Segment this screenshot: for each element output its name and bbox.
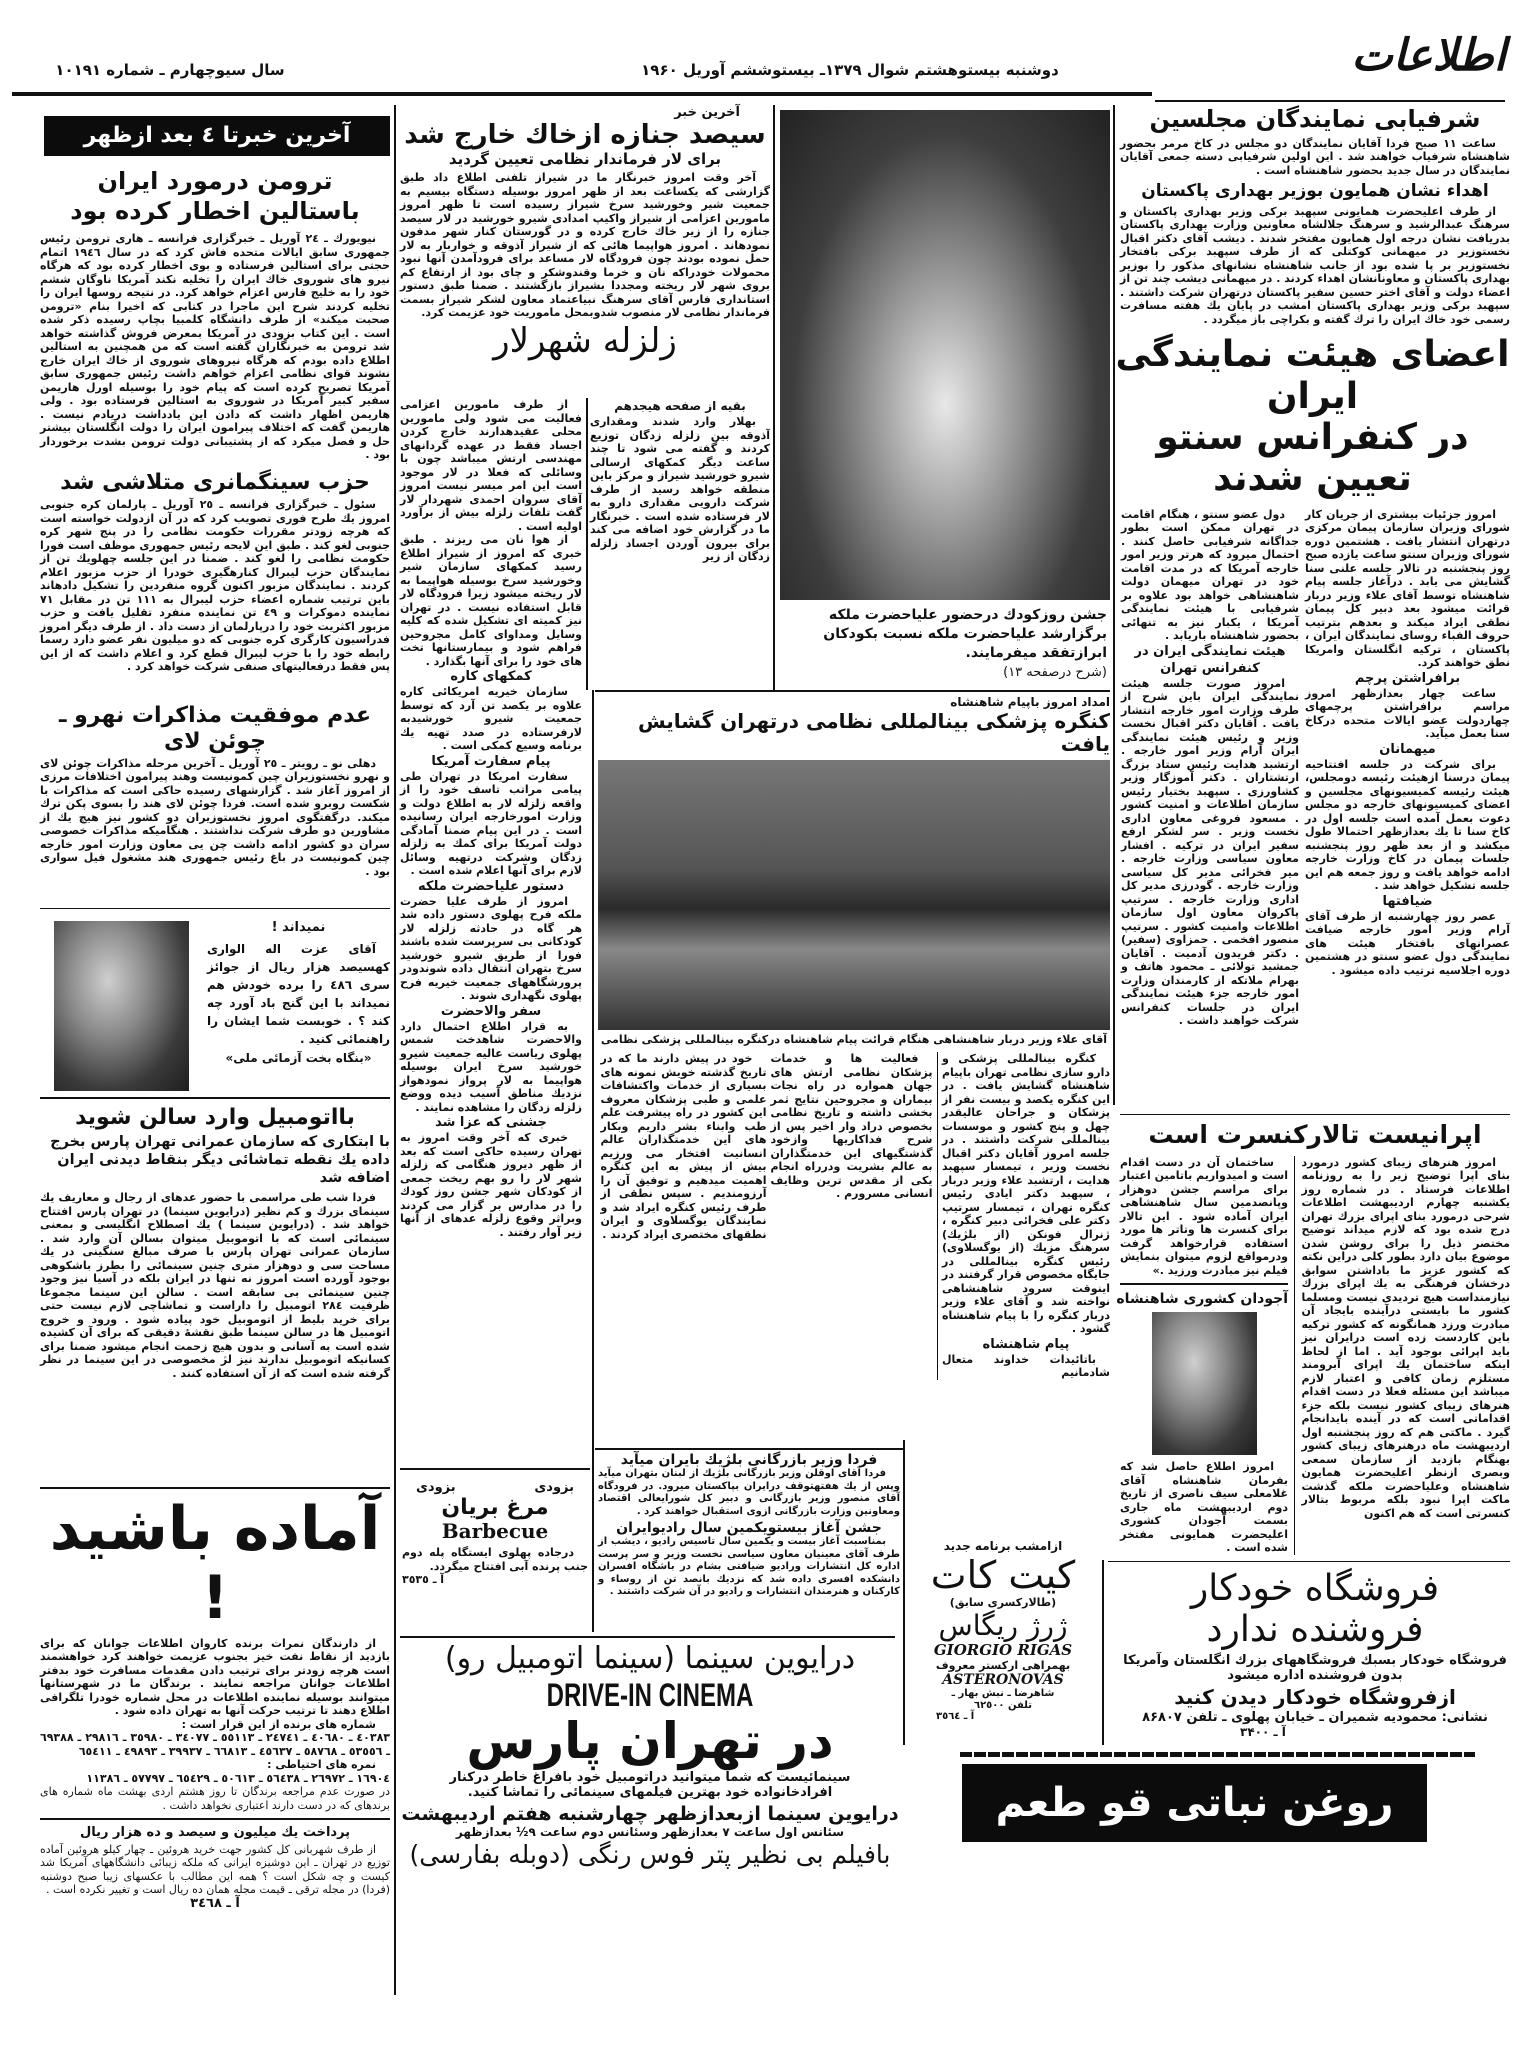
lottery-winner-photo (54, 921, 189, 1091)
cento-headline-2: در کنفرانس سنتو تعیین شدند (1156, 416, 1469, 500)
soon-label-right: بزودی (534, 1480, 574, 1495)
opera-body-a: امروز هنرهای زیبای کشور درمورد بنای اپرا توضیح زیر را به روزنامه اطلاعات فرستاد . در شماره روز یکشنبه چهارم اردیبهشت اطلاعات شرحی درمورد بنای اپرای بزرك تهران درج شده بود که لازم میداند توضیح مختصر ذیل را برای روشن شدن موضوع بیان دارد بطور کلی دراین نکته که کشور عزیز ما باداشتن سوابق درخشان فرهنگی به یك اپرای بزرك نیازمنداست هیچ تردیدی نیست ومسلما کشور ما بایستی درآینده بایجاد آن مبادرت ورزد همانگونه که کشور ترکیه باین کاردست زده است درایران نیز باید اپرائی بوجود آید . اما از لحاظ اینکه ساختمان یك اپرای آبرومند مستلزم زمان کافی و اعتبار لازم میباشد این مسئله فعلا در دست اقدام هنرهای زیبای کشور نیست بلکه جزء اقداماتی است که در آینده بایدانجام گیرد . ماکتی هم که روز پنجشنبه اول اردیبهشت ماه درهنرهای زیبای کشور بهنگام بازدید از سازمان سمعی وبصری ازنظر اعلیحضرت همایون شاهنشاه وعلیاحضرت ملکه گذشت ماکت اپرا نبود بلکه مربوط بتالار کنسرتی است که هم اکنون (1301, 1155, 1510, 1520)
opera-headline: اپرانیست تالارکنسرت است (1148, 1120, 1482, 1150)
right-column (1115, 105, 1510, 1739)
cento-text: برای شرکت در جلسه افتتاحیه پیمان درسنا ازهیئت رئیسه دومجلس، هیئت رئیسه کمیسیونهای مجلسین و اعضای کمیسیونهای خارجه دو مجلس دعوت بعمل آمده است جلسه اول در کاخ سنا تا یك بعدازظهر احتمالا طول میکشد و از بعد ظهر روز پنجشنبه جلسات پیمان در کاخ وزارت خارجه ادامه خواهد یافت و روز جمعه هم این جلسه تشکیل خواهد شد . (1305, 757, 1510, 893)
taraghi-headline: پرداخت یك میلیون و سیصد و ده هزار ریال (79, 1824, 351, 1840)
drivein-ad-film: بافیلم بی نظیر پتر فوس رنگی (دوبله بفارسی) (409, 1840, 891, 1870)
section-rule (1108, 1561, 1510, 1563)
drivein-ad-place: در تهران پارس (466, 1712, 834, 1771)
winners-numbers: ٤٠٣٨٣ ـ ٤٠٦٨٠ ـ ٢٤٧٤١ ـ ٥٥١١٣ ـ ٣٤٠٧٧ ـ ٣٥٩٨٠ ـ ٢٩٨١٦ ـ ٦٩٣٨٨ ـ ٥٣٥٥٦ ـ ٥٨٧٦٨ ـ ٤٥٦٣٧ ـ ٦٦٨١٣ ـ ٣٩٩٣٧ ـ ٤٩٨٩٣ ـ ٦٥٤١١ (40, 1731, 390, 1758)
barbecue-body: درجاده پهلوی ایستگاه پله دوم جنب پرنده آبی افتتاح میگردد. (402, 1546, 588, 1573)
drivein-news-subhead: با ابتکاری که سازمان عمرانی تهران پارس بخرج داده یك نقطه تماشائی دیگر بنقاط دیدنی ایران اضافه شد (50, 1134, 390, 1187)
drivein-ad-times: سئانس اول ساعت ۷ بعدازظهر وسئانس دوم ساعت ۹½ بعدازظهر (455, 1824, 845, 1839)
quake-col-left (400, 398, 582, 1239)
store-ad-line2: فروشنده ندارد (1206, 1609, 1424, 1651)
adjutant-headline: آجودان کشوری شاهنشاه (1116, 1290, 1288, 1307)
cento-headline-1: اعضای هیئت نمایندگی ایران (1115, 334, 1510, 417)
cento-text: امروز صورت جلسه هیئت نمایندگی ایران باین شرح از طرف وزارت امور خارجه انتشار یافت . آقایان دکتر اقبال نخست وزیر و رئیس هیئت نمایندگی ایران آرام وزیر امور خارجه . ارتشبد هدایت رئیس ستاد بزرگ ارتشتاران . دکتر آموزگار وزیر کشاورزی . سپهبد بختیار رئیس سازمان اطلاعات و امنیت کشور . مسعود فروغی معاون اداری نخست وزیر . سر لشکر ارفع سفیر ایران در ترکیه . افشار معاون سیاسی وزارت خارجه . میر فخرائی مدیر کل سیاسی وزارت خارجه . گودرزی مدیر کل اداری وزارت خارجه . سرتیپ پاکروان معاون اول سازمان اطلاعات وامنیت کشور . سرتیپ منصور افخمی . حمزاوی (سفیر) . دکتر فریدون آدمیت . آقایان جمشید تولائی ـ محمود هاتف و بهرام ملاتکه از کارمندان وزارت امور خارجه جزء هیئت نمایندگی ایران در جلسات کنفرانس شرکت خواهند داشت . (1121, 676, 1299, 1028)
drivein-ad-title-en: DRIVE-IN CINEMA (546, 1676, 754, 1713)
radio-body: بمناسبت آغاز بیست و یکمین سال تاسیس رادیو ، دیشب از طرف آقای معینیان معاون سیاسی نخست وزیر و سر پرست اداره کل انتشارات ورادیو ضیافتی بشام در باشگاه افسران دانشکده افسری داده شد که نزدیك بانصد تن از روساء و کارکنان و هنرمندان انتشارات و رادیو در آن شرکت داشتند . (598, 1536, 900, 1598)
kitkat-artist-en: GIORGIO RIGAS (933, 1641, 1073, 1660)
kitkat-phone: تلفن ٦٢٥٠٠ (973, 1699, 1033, 1711)
store-ad-line1: فروشگاه خودکار (1190, 1568, 1440, 1610)
lar-headline: سیصد جنازه ازخاك خارج شد (404, 119, 766, 150)
lar-article (400, 106, 770, 361)
drivein-ad-title: درایوین سینما (سینما اتومبیل رو) (444, 1641, 856, 1676)
congress-text: باتائیدات خداوند متعال شادمانیم (942, 1352, 1110, 1379)
barbecue-ad (402, 1480, 588, 1586)
radio-headline: جشن آغاز بیستویکمین سال رادیوایران (616, 1520, 882, 1537)
column-divider (592, 690, 594, 1632)
nehru-body: دهلی نو ـ رویتر ـ ٢٥ آوریل ـ آخرین مرحله مذاکرات چوئن لای و نهرو نخستوزیران چین کمونیست وهند پیرامون اختلافات مرزی از امروز آغاز شد . گزارشهای رسیده حاکی است که مذاکرات با شکست روبرو شده است. فردا چوئن لای هند را بسوی پکن ترك میکند. درگفتگوی امروز نخستوزیران دو کشور نیز هیچ یك از مشاورین دو طرف شرکت نداشتند . هنگامیکه مذاکرات خصوصی سران دو کشور ادامه داشت چن یی معاون وزارت امور خارجه چین کمونیست در باغ رئیس جمهوری هند مشغول فیل سواری بود . (40, 756, 390, 878)
drivein-ad (400, 1642, 900, 1870)
congress-text: کنگره بینالمللی پزشکی و دارو سازی نظامی تهران باپیام شاهنشاه گشایش یافت . در این کنگره یکصد و بیست نفر از پزشکان و جراحان عالیقدر چهل و پنج کشور و موسسات بینالمللی شرکت داشتند . در جلسه امروز آقایان دکتر اقبال نخست وزیر ، تیمسار سپهبد هدایت ، ارتشبد علاء وزیر دربار ، سپهبد دکتر ایادی رئیس کنگره تهران ، تیمسار سرتیپ دکتر علی فخرائی دبیر کنگره ، ژنرال فونکن (از بلژیك) سرهنگ مزیك (از یوگسلاوی) رئیس کنگره بینالمللی در جایگاه مخصوص قرار گرفتند در اینوقت سرود شاهنشاهی نواخته شد و آقای علاء وزیر دربار کنگره را با پیام شاهنشاه گشود . (942, 1052, 1110, 1335)
childrens-day-caption-block (785, 606, 1107, 682)
lottery-body: آقای عزت اله الواری کهسیصد هزار ریال از جوائز سری ٤٨٦ را برده خودش هم نمیداند با این گنج باد آورد چه کند ؟ . خوبست شما ایشان را راهنمائی کنید . (207, 942, 390, 1047)
section-rule (1120, 1283, 1288, 1285)
congress-photo-caption: آقای علاء وزیر دربار شاهنشاهی هنگام قرائت پیام شاهنشاه درکنگره بینالمللی پزشکی نظامی (600, 1033, 1108, 1046)
quake-text: به قرار اطلاع احتمال دارد والاحضرت شاهدخت شمس پهلوی ریاست عالیه جمعیت شیرو خورشید سرخ ایران بوسیله هواپیما به لار پرواز نمودهواز نزدیك مناطق آسیب دیده ووضع زلزله زدگان را مشاهده نمایند . (400, 1019, 582, 1114)
opera-left-stack (1116, 1155, 1288, 1555)
section-rule (400, 1468, 590, 1470)
drivein-news-headline: بااتومبیل وارد سالن شوید (75, 1104, 355, 1130)
pakistan-headline: اهداء نشان همایون بوزیر بهداری پاکستان (1141, 181, 1489, 202)
masthead-rule (1155, 100, 1505, 102)
soon-labels (402, 1480, 588, 1495)
kitkat-ad (906, 1540, 1100, 1723)
cento-text: دول عضو سنتو ، هنگام اقامت در تهران ممکن است بطور جداگانه شرفیابی حاصل کنند . احتمال میرود که هرتر وزیر امور خارجه آمریکا که در مدت اقامت خود در تهران میهمان دولت شاهنشاهی خواهد بود علاوه بر شرفیابی با هیئت نمایندگی آمریکا ، یکبار نیز به تنهائی بحضور شاهنشاه باریابد . (1121, 507, 1299, 643)
quake-text: بهلار وارد شدند ومقداری آذوقه بین زلزله زدگان توزیع کردند و گفته می شود تا چند ساعت دیگر کمکهای ارسالی شیرو خورشید شیراز و مرکز باین منطقه خواهد رسید از طرف شرکت دارویی مقداری دارو به لار فرستاده شده است . خبرنگار ما در گزارش خود اضافه می کند برای بیرون آوردن اجساد زلزله زدگان از زیر (590, 415, 770, 563)
subhead-embassy: پیام سفارت آمریکا (431, 753, 551, 769)
belgium-body: فردا آقای اوقلن وزیر بازرگانی بلژیك از لبنان بتهران میآید وپس از یك هفتهتوقف درایران بپاکستان میرود. در فرودگاه آقای منصور وزیر بازرگانی و دبیر کل شورایعالی اقتصاد ومعاونین وزارت بازرگانی ازوی استقبال خواهند کرد . (598, 1468, 900, 1517)
pakistan-body: از طرف اعلیحضرت همایونی سپهبد برکی وزیر بهداری پاکستان و سرهنگ عبدالرشید و سرهنگ جلالشاه معاونین وزارت بهداری پاکستان بدریافت نشان درجه اول همایون مفتخر شدند . دیشب آقای دکتر اقبال نخستوزیر در میهمانی کوکتلی که از طرف سپهبد برکی بافتخار نخستوزیر بر پا شده بود از جانب شاهنشاه نشانهای مذکور را بوزیر بهداری پاکستان و معاونانشان اهداء کردند . در میهمانی دیشب چند تن از اعضاء دولت و آقای اختر حسین سفیر پاکستان درتهران شرکت داشتند . سپهبد برکی وزیر بهداری پاکستان امشب در پایان یك هفته مسافرت رسمی خود خاك ایران را ترك گفته و بکراچی باز میگردد . (1120, 204, 1510, 326)
lar-kicker: آخرین خبر (674, 105, 740, 120)
majlis-headline: شرفیابی نمایندگان مجلسین (1149, 105, 1481, 133)
column-divider (937, 1052, 939, 1380)
lar-body: آخر وقت امروز خبرنگار ما در شیراز تلفنی اطلاع داد طبق گزارشی که یکساعت بعد از ظهر امروز بوسیله دستگاه بیسیم به جمعیت شیر وخورشید سرخ شیراز رسیده است تا ظهر امروز مامورین اعزامی از شیراز واکیپ امدادی شیرو خورشید در لار سیصد جنازه را از زیر خاك خارج کرده و در گورستان کنار شهر مدفون نمودهاند . امروز هواپیما هائی که از شیراز آذوقه و خواربار به لار حمل نموده بودند چون فرودگاه لار مساعد برای فرودآمدن آنها نبود محمولات خودراکه نان و خرما وقندوشکر و چای بود از ارتفاع کم بروی شهر لار ریخته ومجددا بشیراز بازگشتند . ضمنا طبق دستور استانداری فارس آقای سرهنگ نبیاعتماد معاون لشکر شیراز بسمت فرماندار نظامی لار منصوب شدوبمحل ماموریت خود عزیمت کرد. (400, 171, 770, 320)
column-divider (394, 105, 396, 1995)
dashed-rule (960, 1752, 1475, 1757)
congress-kicker: امداد امروز باپیام شاهنشاه (950, 695, 1110, 709)
kitkat-kicker: ازامشب برنامه جدید (943, 1539, 1063, 1553)
barbecue-code: آ ـ ٣٥٣٥ (402, 1573, 445, 1587)
masthead-date: دوشنبه بیستوهشتم شوال ۱۳۷۹ـ بیستوششم آوریل ۱۹۶۰ (641, 61, 1059, 79)
section-rule (400, 1636, 895, 1638)
drivein-ad-opening: درایوین سینما ازبعدازظهر چهارشنبه هفتم اردیبهشت (401, 1802, 899, 1825)
masthead-issue: سال سیوچهارم ـ شماره ۱۰۱۹۱ (55, 61, 285, 79)
kitkat-code: آ ـ ٣٥٦٤ (936, 1711, 975, 1723)
column-divider (773, 105, 775, 690)
korea-headline: حزب سینگمانری متلاشی شد (60, 470, 370, 495)
belgium-article (598, 1452, 900, 1599)
reserve-numbers: ١٦٩٠٤ ـ ٢٦٩٧٢ ـ ٥٦٤٣٨ ـ ٥٠٦١٣ ـ ٦٥٤٢٩ ـ ٥٧٧٩٧ ـ ١١٣٨٦ (86, 1771, 390, 1785)
nehru-headline: عدم موفقیت مذاکرات نهرو ـ چوئن لای (58, 703, 372, 754)
quake-col-right (590, 398, 770, 564)
latest-news-banner: آخرین خبرتا ٤ بعد ازظهر (44, 116, 390, 156)
quake-text: سفارت امریکا در تهران طی پیامی مراتب تاسف خود را از واقعه زلزله لار به اطلاع دولت و وزارت امورخارجه ایران رسانیده است . در این پیام ضمنا آمادگی دولت آمریکا برای کمك به زلزله زدگان وشرکت درتهیه وسائل لازم برای آنها اعلام شده است . (400, 769, 582, 877)
oil-ad-banner: روغن نباتی قو طعم کره دارد (962, 1764, 1427, 1842)
quake-text: امروز از طرف علیا حضرت ملکه فرح پهلوی دستور داده شد هر گاه در حادثه زلزله لار کودکانی بی سرپرست شده باشند فورا از طریق شیرو خورشید سرخ بتهران انتقال داده شوندودر پرورشگاههای جمعیت خیریه فرح پهلوی نگهداری شوند . (400, 894, 582, 1002)
lottery-signature: «بنگاه بخت آزمائی ملی» (225, 1051, 372, 1066)
kitkat-name: کیت کات (930, 1552, 1076, 1597)
childrens-day-ref: (شرح درصفحه ۱۳) (1003, 665, 1107, 680)
subhead-mourning: جشنی که عزا شد (435, 1115, 547, 1130)
congress-columns (598, 1052, 1110, 1380)
winners-label: شماره های برنده از این قرار است : (181, 1717, 376, 1731)
opera-columns (1116, 1155, 1510, 1555)
lottery-headline: نمیداند ! (271, 920, 326, 936)
drivein-ad-desc: سینمائیست که شما میتوانید دراتومبیل خود بافراغ خاطر درکنار افرادخانواده خود بهترین فیلمهای سینمائی را تماشا کنید. (449, 1769, 851, 1800)
cento-columns (1120, 508, 1510, 1108)
masthead-logo: اطلاعات (1351, 30, 1506, 81)
continued-label: بقیه از صفحه هیجدهم (614, 399, 746, 413)
store-ad-text: فروشگاه خودکار بسبك فروشگاههای بزرك انگلستان وآمریکا بدون فروشنده اداره میشود (1123, 1652, 1507, 1683)
store-ad-address: نشانی: محمودیه شمیران ـ خیابان پهلوی ـ تلفن ۸۶۸۰۷ (1142, 1709, 1488, 1725)
kitkat-with: بهمراهی ارکستر معروف (935, 1658, 1071, 1672)
store-ad-cta: ازفروشگاه خودکار دیدن کنید (1174, 1684, 1456, 1709)
congress-headline: کنگره پزشکی بینالمللی نظامی درتهران گشایش یافت (637, 709, 1110, 756)
section-rule (595, 1448, 905, 1450)
childrens-day-photo (780, 110, 1110, 600)
cento-text: عصر روز چهارشنبه از طرف آقای آرام وزیر امور خارجه ضیافت عصرانهای بافتخار هیئت های نمایندگی دول عضو سنتو در هشتمین دوره اجلاسیه ترتیب داده میشود . (1305, 909, 1510, 977)
majlis-body: ساعت ۱۱ صبح فردا آقایان نمایندگان دو مجلس در کاخ مرمر بحضور شاهنشاه شرفیاب خواهند شد . این اولین شرفیابی دسته جمعی آقایان نمایندگان در سال جدید بحضور شاهنشاه است . (1120, 136, 1510, 177)
quake-text: از هوا نان می ریزند . طبق خبری که امروز از شیراز اطلاع رسید کمکهای سازمان شیر وخورشید سرخ بوسیله هواپیما به لار ریخته میشود زیرا فرودگاه لار قابل استفاده نیست . در تهران نیز کمیته ای تشکیل شده که کلیه وسایل ومداوای کامل مجروحین فراهم شود و بیمارستانها تخت های خود را برای آنها بگذارد . (400, 533, 582, 668)
cento-col-b (1121, 508, 1299, 1028)
ready-headline: آماده باشید ! (49, 1493, 381, 1633)
masthead-rule (12, 92, 1152, 96)
congress-col-middle: فعالیت ها و خدمات پزشکان نظامی ارتش های جهان همواره در راه نجات بیماران و مجروحین نتایج ثمر بخشی داشته و تاریخ نظامی بخصوص دراد وار اخیر پس از شرح فداکاریها وازخود گذشتگیهای این خدمتگذاران به عالم بشریت ودرراه انجام یکی از مقدس ترین وظایف انسانی مسرورم . (770, 1052, 933, 1200)
lar-subhead: برای لار فرماندار نظامی تعیین گردید (448, 149, 722, 168)
kitkat-artist: ژرژ ریگاس (938, 1609, 1068, 1643)
section-rule (595, 690, 1110, 692)
belgium-headline: فردا وزیر بازرگانی بلژیك بایران میآید (620, 1452, 878, 1468)
taraghi-body: از طرف شهربانی کل کشور جهت خرید هروئین ـ چهار کیلو هروئین آماده توزیع در تهران ـ این دوشیزه ایرانی که ملکه زیبائی دانشگاههای آمریکا شد کیست و چه شکل است ؟ همه این مطالب با عکسهای زیبا صبح دوشنبه (فردا) در مجله ترقی ـ قیمت مجله همان ده ریال است و تغییر نکرده است . (40, 1842, 390, 1897)
adjutant-body: امروز اطلاع حاصل شد که بفرمان شاهنشاه آقای غلامعلی سیف ناصری از تاریخ دوم اردیبهشت ماه جاری بسمت آجودان کشوری اعلیحضرت همایونی مفتخر شده است . (1120, 1460, 1288, 1555)
ready-body: از دارندگان نمرات برنده کاروان اطلاعات جوانان که برای بازدید از نقاط نفت خیز بجنوب عزیمت خواهند کرد خواهشمند است هرچه زودتر برای ترتیب دادن مقدمات مسافرت خود بدفتر اطلاعات جوانان مراجعه نمایند . برندگان ما در شهرستانها میتوانند بوسیله نماینده اطلاعات در محل شماره خودرا تلگرافی اطلاع دهند تا ترتیب حرکت آنها به تهران داده شود . (40, 1636, 390, 1718)
korea-body: سئول ـ خبرگزاری فرانسه ـ ٢٥ آوریل ـ پارلمان کره جنوبی امروز یك طرح فوری تصویب کرد که در آن ازدولت خواسته است که هرچه زودتر مقررات حکومت نظامی را در پنج شهر کره جنوبی لغو کند . طبق این لایحه رئیس جمهوری موظف است فورا حکومت نظامی را لغو کند . ضمنا در این جلسه چهلویك تن از نمایندگان حزب لیبرال کنارهگیری خودرا از حزب مزبور اعلام کردند . نمایندگان مزبور اکنون گروه منفردین را تشکیل دادهاند باین ترتیب شماره اعضاء حزب لیبرال به ۱۱۱ تن در مقابل ۷۱ نماینده دموکرات و ٤٩ تن نماینده منفرد تقلیل یافت و حزب مزبور اکثریت خود را درپارلمان از دست داد . از طرف دیگر امروز فدراسیون کارگری کره جنوبی که دو میلیون نفر عضو دارد رسما رابطه خود را با حزب لیبرال قطع کرد و اعلام داشت که از این پس فقط درفعالیتهای صنفی شرکت خواهد کرد . (40, 498, 390, 674)
lottery-text (207, 921, 390, 1066)
quake-headline: زلزله شهرلار (493, 320, 677, 361)
childrens-day-caption: جشن روزکودك درحضور علیاحضرت ملکه برگزارشد علیاحضرت ملکه نسبت بکودکان ابرازتفقد میفرمایند. (823, 607, 1107, 661)
truman-headline: ترومن درمورد ایران باستالین اخطار کرده بود (70, 167, 360, 225)
quake-text: خبری که آخر وقت امروز به تهران رسیده حاکی است که بعد از ظهر دیروز هنگامی که زلزله شهر لار را رو بهم ریخت جمعی از کودکان شهر جشن روز کودك را در مدارس بر گزار می کردند وبراثر وقوع زلزله عدهای از آنها زیر آوار رفتند . (400, 1131, 582, 1239)
subhead-delegation: هیئت نمایندگی ایران در کنفرانس تهران (1134, 643, 1286, 676)
ad-border (1102, 1560, 1104, 1745)
subhead-dinner: ضیافتها (1382, 893, 1433, 909)
column-divider (1113, 105, 1115, 1105)
congress-col-left: خود در پیش دارند ما که در تاریخ گذشته خویش نمونه های بسیاری از خدمات واکتشافات علمی و طبی پزشکان معروف این کشور در راه پیشرفت علم طب وابناء بشر داریم وبکار های این خدمتگذاران عالم انسانیت افتخار می ورزیم بیش از پیش به این کنگره اهمیت میدهیم و توفیق آن را آرزومندیم . سپس نطقی از طرف رئیس کنگره ایراد شد و نمایندگان یوگسلاوی و ایران نطقهای مختصری ایراد کردند . (600, 1052, 767, 1241)
subhead-guests: میهمانان (1379, 741, 1436, 757)
lottery-block (40, 921, 390, 1091)
subhead-princess: سفر والاحضرت (440, 1003, 542, 1019)
truman-body: نیویورك ـ ٢٤ آوریل ـ خبرگزاری فرانسه ـ هاری ترومن رئیس جمهوری سابق ایالات متحده فاش کرد که در سال ۱۹٤٦ اتمام حجتی برای استالین فرستاده و بوی اخطار کرده بود که هرگاه نیرو های شوروی خاك ایران را تخلیه نکند آمریکا ناوگان ششم خود را به خلیج فارس اعزام خواهد کرد. در نتیجه روسها ایران را تخلیه کردند شرح این ماجرا در کتابی که اخیرا بنام «ترومن صحبت میکند» از طرف دانشگاه کلمبیا بچاپ رسیده ذکر شده است . این کتاب بزودی در آمریکا بمعرض فروش گذاشته خواهد شد ترومن به خبرنگاران گفته است که من همچنین به استالین اطلاع داده بودم که هرگاه نیروهای شوروی از خاك ایران خارج نشوند قوای نظامی اعزام خواهم داشت رئیس جمهوری سابق آمریکا تصریح کرده است که پیام خود را بوسیله اورل هاریمن سفیر کبیر آمریکا در شوروی به استالین فرستاده بود . ولی هاریمن اظهار داشت که دادن این یادداشت دریادم نیست . هاریمن گفت که اختلاف پیرامون ایران را دولت انگلستان بیشتر حل و فصل میکرد که از پشتیبانی دولت ترومن بشدت برخوردار بود . (40, 232, 390, 461)
section-rule (40, 1818, 390, 1820)
left-column (40, 116, 390, 1912)
section-rule (40, 1097, 390, 1099)
kitkat-former: (طالارکسری سابق) (949, 1596, 1057, 1610)
subhead-message: پیام شاهنشاه (982, 1336, 1070, 1352)
barbecue-title: مرغ بریان (441, 1495, 549, 1520)
adjutant-portrait-photo (1152, 1312, 1257, 1455)
barbecue-title-en: Barbecue (441, 1519, 549, 1544)
quake-text: از طرف مامورین اعزامی فعالیت می شود ولی مامورین محلی عقیدهدارند خارج کردن اجساد فقط در عهده گردانهای مهندسی ارتش میباشد چون با وسائلی که فعلا در لار موجود است این امر میسر نیست امروز آقای سروان احمدی شهردار لار گفت تلفات زلزله بیش از برآورد اولیه است . (400, 398, 582, 533)
subhead-flag: برافراشتن پرچم (1354, 670, 1461, 686)
opera-body-b: ساختمان آن در دست اقدام است و امیدواریم باتامین اعتبار برای مراسم جشن دوهزار وپانصدمین سال شاهنشاهی ایران آماده شود . این تالار برای کنسرت ها وتاتر ها مورد استفاده قرارخواهد گرفت ودرمواقع لزوم میتوان بنمایش فیلم نیز مبادرت ورزید .» (1120, 1155, 1288, 1277)
congress-article (598, 695, 1110, 1380)
store-ad-code: آ ـ ۳۴۰۰ (1240, 1724, 1286, 1739)
ad-border (903, 1440, 905, 1745)
congress-col-right (942, 1052, 1110, 1380)
kitkat-band: ASTERONOVAS (942, 1672, 1064, 1689)
ready-note: در صورت عدم مراجعه برندگان تا روز هشتم اردی بهشت ماه شماره های برندهای که در دست دارند اعتباری نخواهد داشت . (40, 1785, 390, 1812)
column-divider (1294, 1156, 1295, 1555)
congress-photo (598, 760, 1110, 1030)
cento-text: ساعت چهار بعدازظهر امروز مراسم برافراشتن پرچمهای چهاردولت عضو ایالات متحده درکاخ سنا بعمل میآید. (1305, 686, 1510, 741)
cento-text: امروز جزئیات بیشتری از جریان کار شورای وزیران سازمان پیمان مرکزی درتهران انتشار یافت . هشتمین دوره شورای وزیران سنتو ساعت یازده صبح روز پنجشنبه در تالار جلسه علنی سنا گشایش می یابد . درآغاز جلسه پیام شاهنشاه توسط آقای علاء وزیر دربار قرائت میشود بعد دبیر کل پیمان نطقی ایراد میکند و بعدهم بترتیب حروف الفباء روسای نمایندگان ایران ، پاکستان ، ترکیه انگلستان وامریکا نطق خواهند کرد. (1305, 507, 1510, 670)
section-rule (1120, 1114, 1510, 1116)
subhead-care: کمکهای کاره (450, 669, 532, 684)
taraghi-code: آ ـ ٣٤٦٨ (190, 1895, 240, 1911)
cento-col-a (1305, 508, 1510, 978)
reserve-label: نمره های احتیاطی : (267, 1758, 376, 1772)
section-rule (40, 908, 390, 910)
column-divider (586, 398, 588, 690)
subhead-queen: دستور علیاحضرت ملکه (418, 878, 564, 894)
soon-label-left: بزودی (416, 1480, 456, 1495)
drivein-news-body: فردا شب طی مراسمی با حضور عدهای از رجال و معاریف یك سینمای بزرك و کم نظیر (درایوین سینما) در تهران پارس افتتاح خواهد شد . (درایوین سینما ) یك اصطلاح انگلیسی و بمعنی سینمائی است که با اتوموبیل میتوان بسالن آن وارد شد . سازمان عمرانی تهران پارس با صرف مبالغ سنگینی در یك مساحت سی و دوهزار متری چنین سینمائی را بطرز باشکوهی بوجود آورده است امروز نه تنها در ایران بلکه در آسیا نیز وجود چنین سینمائی بی سابقه است . سالن این سینما مجموعا ظرفیت ٢٨٤ اتومبیل را داراست و تماشاچی لازم نیست حتی برای خرید بلیط از اتوموبیل خود پیاده شود . ورود و خروج اتومبیل ها در سالن سینما طبق نقشهٔ دقیقی که برای آن کشیده شده است به آسانی و بدون هیچ زحمت انجام میشود ضمنا برای کسانیکه اتوموبیل ندارند نیز لژ مخصوصی در این سینما در نظر گرفته شده است که از آن استفاده کنند . (40, 1191, 390, 1380)
section-rule (40, 1487, 390, 1489)
quake-text: سازمان خیریه امریکائی کاره علاوه بر یکصد تن آرد که توسط جمعیت شیرو خورشیدبه لارفرستاده در صدد تهیه یك برنامه وسیع کمکی است . (400, 685, 582, 752)
kitkat-address: شاهرضا ـ نبش بهار ـ (951, 1688, 1055, 1700)
